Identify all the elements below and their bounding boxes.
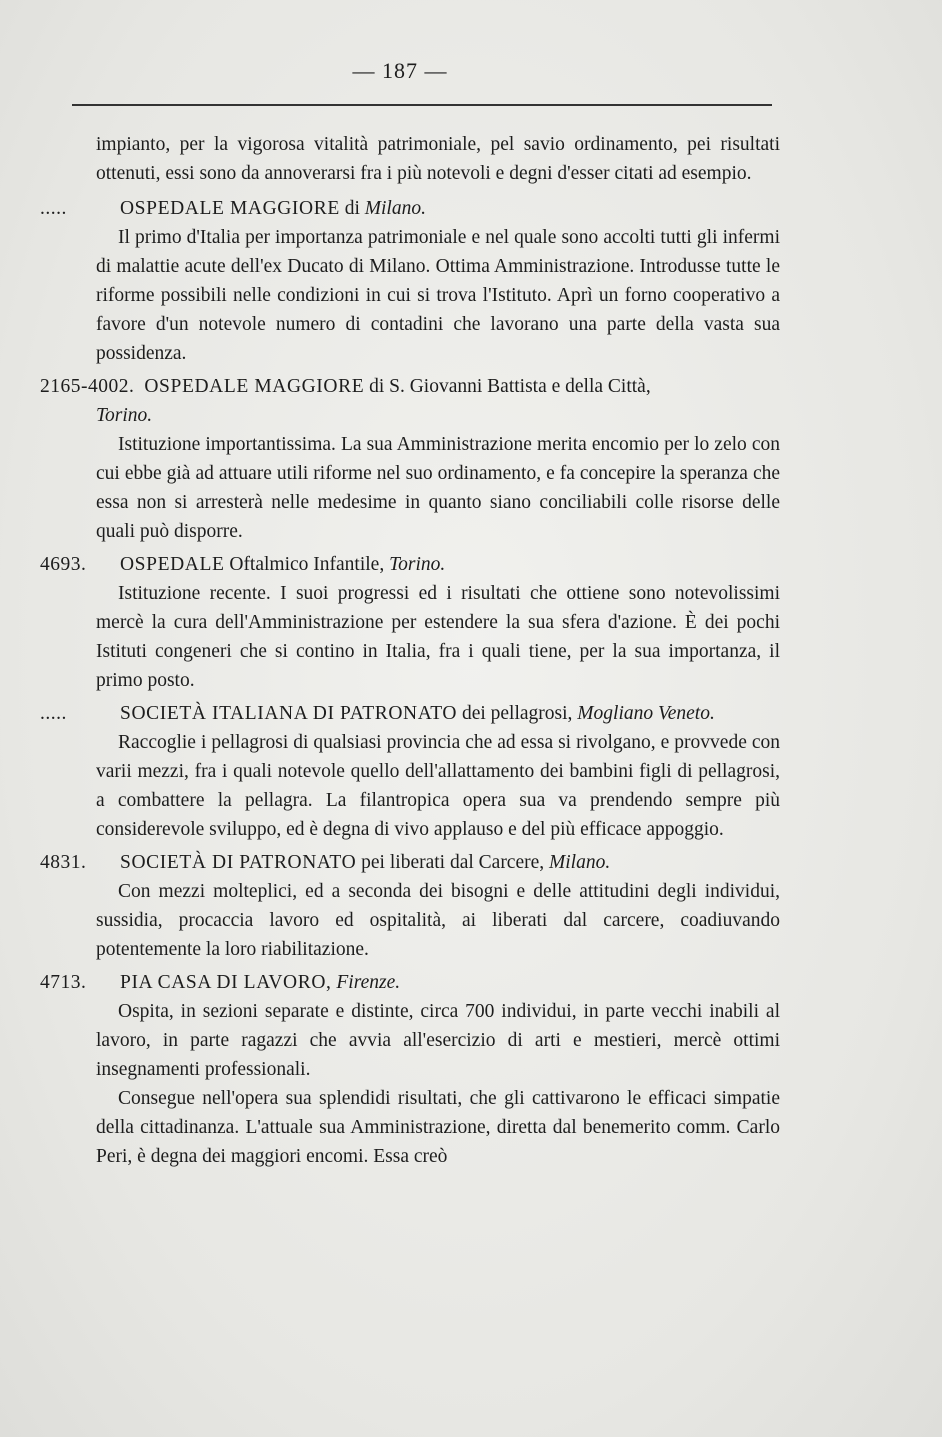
entry-paragraph: Ospita, in sezioni separate e distinte, circa 700 individui, in parte vecchi inabili al lavoro, in parte ragazzi che avvia all'esercizio di arti e mestieri, mercè ottimi insegnamenti professionali. xyxy=(96,1001,780,1080)
entry xyxy=(40,968,780,1171)
entry-title-rest: di S. Giovanni Battista e della Città, xyxy=(364,376,651,397)
entry xyxy=(40,372,780,546)
entry-title-rest: di xyxy=(339,198,365,219)
entry-title: SOCIETÀ ITALIANA DI PATRONATO xyxy=(120,703,458,724)
entry-title: OSPEDALE xyxy=(120,554,225,575)
entry-place: Torino. xyxy=(389,554,446,575)
entry-place: Mogliano Veneto. xyxy=(577,703,715,724)
intro-paragraph: impianto, per la vigorosa vitalità patrimoniale, pel savio ordinamento, pei risultati ottenuti, essi sono da annoverarsi fra i più notevoli e degni d'esser citati ad esempio. xyxy=(96,134,780,184)
document-body xyxy=(40,130,780,1175)
entry-heading xyxy=(40,372,780,401)
entry-heading xyxy=(40,194,780,223)
entry-paragraph: Il primo d'Italia per importanza patrimoniale e nel quale sono accolti tutti gli infermi di malattie acute dell'ex Ducato di Milano. Ottima Amministrazione. Introdusse tutte le riforme possibili nelle condizioni in cui si trova l'Istituto. Aprì un forno cooperativo a favore d'un notevole numero di contadini che lavorano una parte della vasta sua possidenza. xyxy=(96,227,780,364)
entry-number: 4713. xyxy=(40,972,87,993)
entry-number: ..... xyxy=(40,703,67,724)
entry-paragraph: Raccoglie i pellagrosi di qualsiasi provincia che ad essa si rivolgano, e provvede con varii mezzi, fra i quali notevole quello dell'allattamento dei bambini figli di pellagrosi, a combattere la pellagra. La filantropica opera sua va prendendo sempre più considerevole sviluppo, ed è degna di vivo applauso e del più efficace appoggio. xyxy=(96,732,780,840)
entry-heading xyxy=(40,550,780,579)
entry-heading xyxy=(40,699,780,728)
entry-paragraph: Istituzione importantissima. La sua Amministrazione merita encomio per lo zelo con cui ebbe già ad attuare utili riforme nel suo ordinamento, e fa concepire la speranza che essa non si arresterà nelle medesime in quanto siano conciliabili colle risorse delle quali può disporre. xyxy=(96,434,780,542)
entry xyxy=(40,550,780,695)
entry-paragraph: Consegue nell'opera sua splendidi risultati, che gli cattivarono le efficaci simpatie della cittadinanza. L'attuale sua Amministrazione, diretta dal benemerito comm. Carlo Peri, è degna dei maggiori encomi. Essa creò xyxy=(96,1088,780,1167)
entry-title: SOCIETÀ DI PATRONATO xyxy=(120,852,357,873)
entry xyxy=(40,194,780,368)
entry-heading xyxy=(40,848,780,877)
entry-place: Milano. xyxy=(364,198,426,219)
entry-paragraph: Con mezzi molteplici, ed a seconda dei bisogni e delle attitudini degli individui, sussidia, procaccia lavoro ed ospitalità, ai liberati dal carcere, coadiuvando potentemente la loro riabilitazione. xyxy=(96,881,780,960)
entry-title-rest: pei liberati dal Carcere, xyxy=(356,852,550,873)
entry-title: PIA CASA DI LAVORO, xyxy=(120,972,332,993)
entry-number: ..... xyxy=(40,198,67,219)
entry xyxy=(40,699,780,844)
entry-number: 2165-4002. xyxy=(40,376,135,397)
entry-heading xyxy=(40,968,780,997)
entry-number: 4831. xyxy=(40,852,87,873)
entry-title-rest: Oftalmico Infantile, xyxy=(224,554,390,575)
entry-paragraph: Istituzione recente. I suoi progressi ed i risultati che ottiene sono notevolissimi mercè la cura dell'Amministrazione per estendere la sua sfera d'azione. È dei pochi Istituti congeneri che si contino in Italia, fra i quali tiene, per la sua importanza, il primo posto. xyxy=(96,583,780,691)
entry-place: Milano. xyxy=(549,852,611,873)
entry-title: OSPEDALE MAGGIORE xyxy=(144,376,365,397)
entry-title-rest: dei pellagrosi, xyxy=(457,703,578,724)
header-rule xyxy=(72,104,772,106)
page-number: — 187 — xyxy=(352,58,448,83)
entry-title: OSPEDALE MAGGIORE xyxy=(120,198,340,219)
entry-place: Firenze. xyxy=(336,972,401,993)
entry-place: Torino. xyxy=(96,405,153,426)
entry-number: 4693. xyxy=(40,554,87,575)
entry xyxy=(40,848,780,964)
